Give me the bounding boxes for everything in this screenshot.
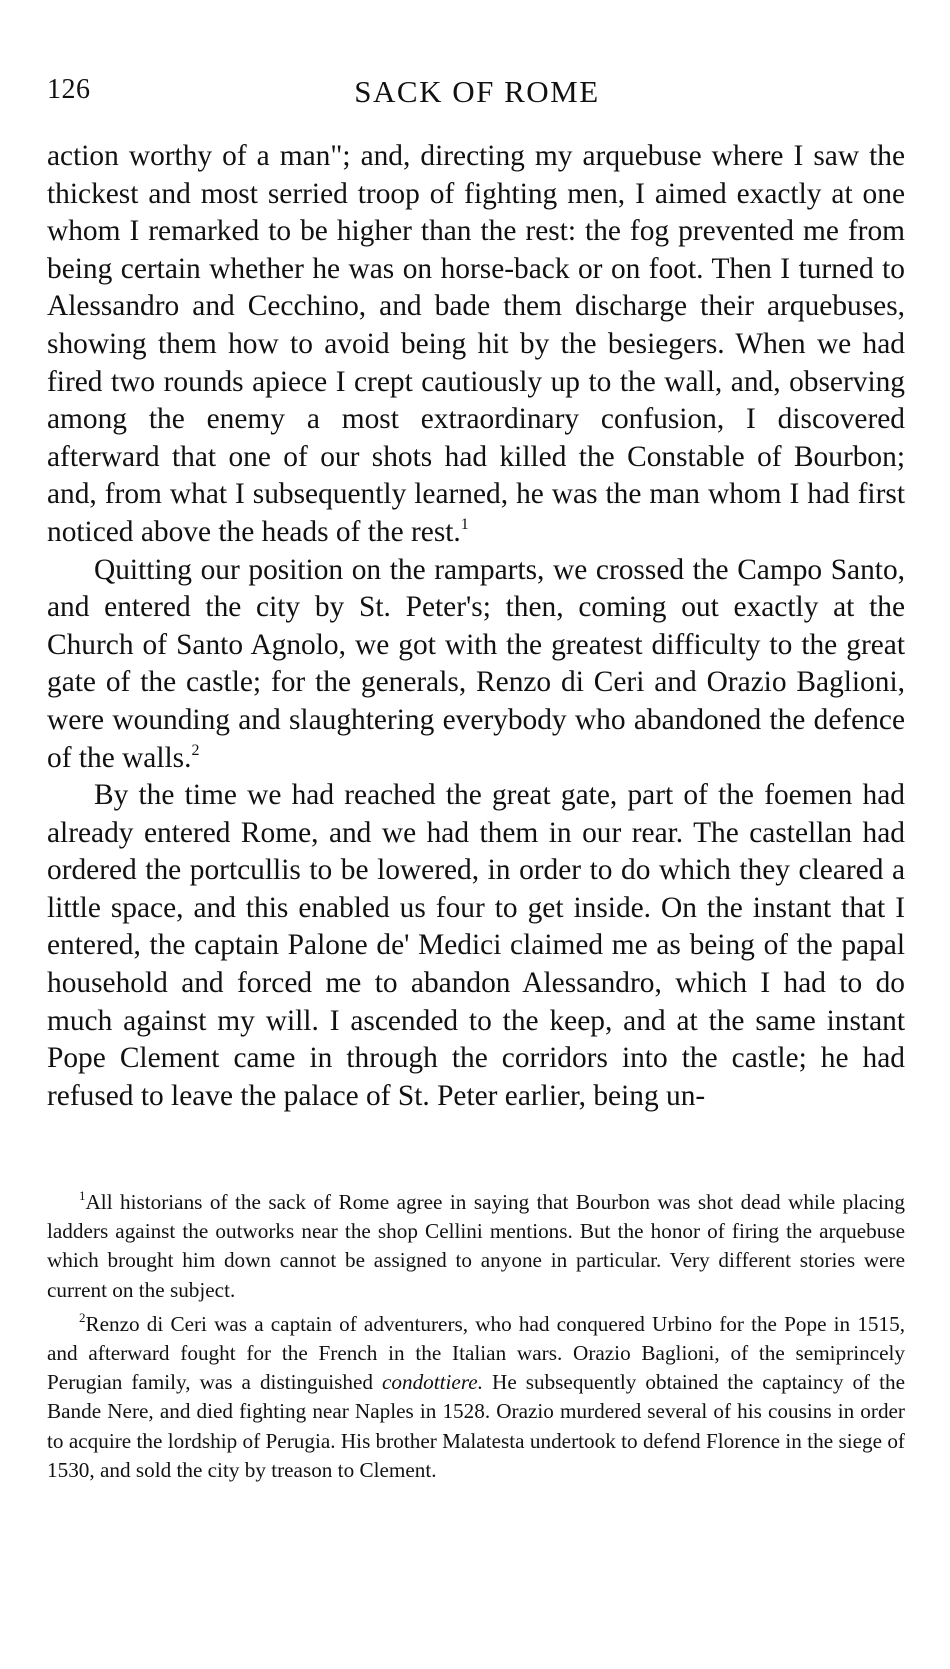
- footnote-ref-1: 1: [460, 515, 469, 533]
- footnote-1-marker: 1: [79, 1188, 86, 1203]
- footnote-2: [47, 1310, 905, 1485]
- paragraph-3: [47, 777, 905, 1115]
- paragraph-1: [47, 138, 905, 552]
- footnote-2-italic-term: condottiere.: [381, 1370, 483, 1395]
- footnote-2-marker: 2: [79, 1309, 86, 1325]
- paragraph-2-text: Quitting our position on the ramparts, we crossed the Campo Santo, and entered the city by St. Peter's; then, coming out exactly at the Church of Santo Agnolo, we got with the greatest difficulty to the great gate of the castle; for the generals, Renzo di Ceri and Orazio Baglioni, were wounding and slaughtering everybody who abandoned the defence of the walls.: [47, 553, 905, 774]
- footnote-2-text-after: He subsequently obtained the captaincy of the Bande Nere, and died fighting near Naples in 1528. Orazio murdered several of his cousins in order to acquire the lordship of Perugia. His brother Malatesta undertook to defend Florence in the siege of 1530, and sold the city by treason to Clement.: [47, 1370, 905, 1482]
- body-text: [47, 138, 905, 1115]
- paragraph-2: [47, 552, 905, 778]
- paragraph-1-text: action worthy of a man"; and, directing my arquebuse where I saw the thickest and most serried troop of fighting men, I aimed exactly at one whom I remarked to be higher than the rest: the fog prevented me from being certain whether he was on horse-back or on foot. Then I turned to Alessandro and Cecchino, and bade them discharge their arquebuses, showing them how to avoid being hit by the besiegers. When we had fired two rounds apiece I crept cautiously up to the wall, and, observing among the enemy a most extraordinary confusion, I discovered afterward that one of our shots had killed the Constable of Bourbon; and, from what I subsequently learned, he was the man whom I had first noticed above the heads of the rest.: [47, 140, 905, 548]
- page-header: [47, 74, 907, 118]
- footnotes: [47, 1188, 905, 1490]
- paragraph-3-text: By the time we had reached the great gate, part of the foemen had already entered Rome, and we had them in our rear. The castellan had ordered the portcullis to be lowered, in order to do which they cleared a little space, and this enabled us four to get inside. On the instant that I entered, the captain Palone de' Medici claimed me as being of the papal household and forced me to abandon Alessandro, which I had to do much against my will. I ascended to the keep, and at the same instant Pope Clement came in through the corridors into the castle; he had refused to leave the palace of St. Peter earlier, being un-: [47, 779, 905, 1112]
- footnote-1: [47, 1188, 905, 1305]
- footnote-ref-2: 2: [191, 741, 200, 759]
- running-head: SACK OF ROME: [354, 74, 600, 109]
- footnote-2-text-before: Renzo di Ceri was a captain of adventurers, who had conquered Urbino for the Pope in 1515, and afterward fought for the French in the Italian wars. Orazio Baglioni, of the semiprincely Perugian family, was a distinguished: [47, 1311, 905, 1395]
- page-number: 126: [47, 74, 91, 105]
- footnote-1-text: All historians of the sack of Rome agree in saying that Bourbon was shot dead while placing ladders against the outworks near the shop Cellini mentions. But the honor of firing the arquebuse which brought him down cannot be assigned to anyone in particular. Very different stories were current on the subject.: [47, 1190, 905, 1302]
